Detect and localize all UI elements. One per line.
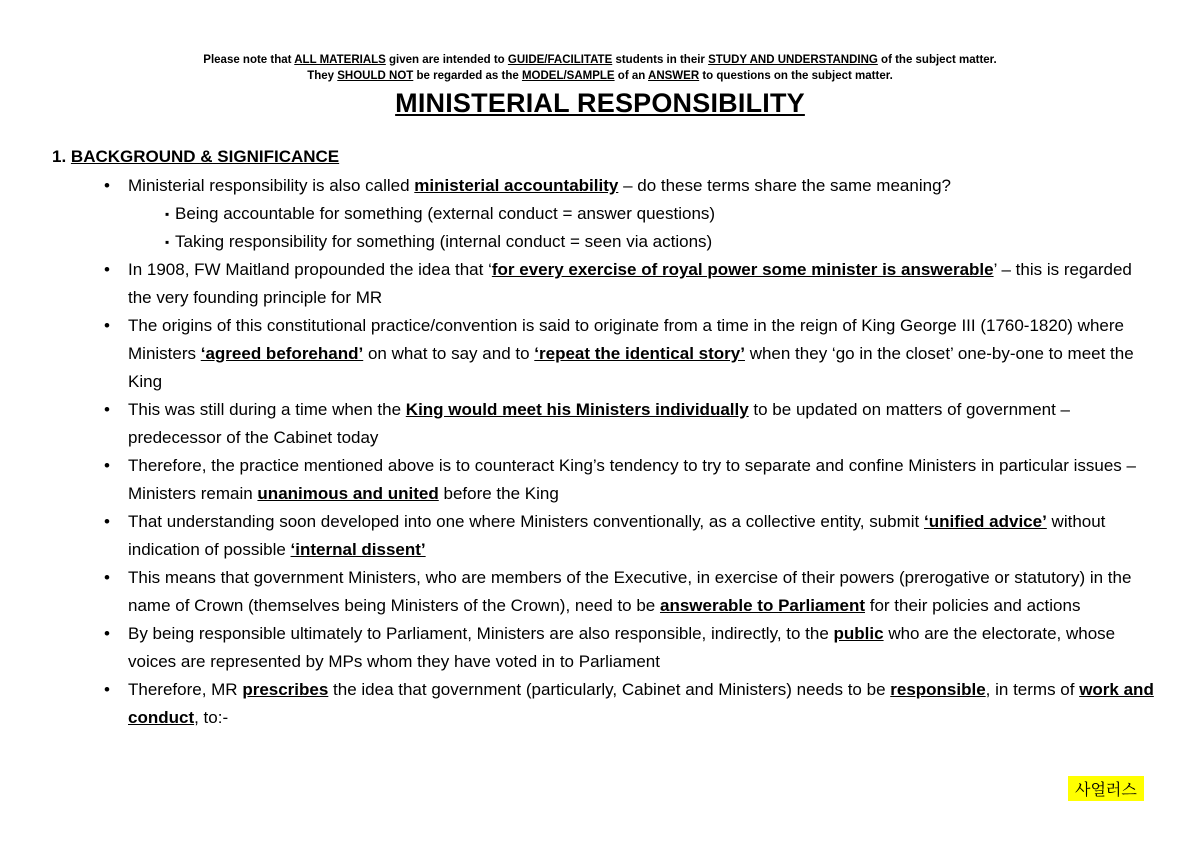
bullet-text: , in terms of: [985, 680, 1080, 699]
bullet-text: – do these terms share the same meaning?: [618, 176, 951, 195]
sub-bullet-item: [0, 228, 1200, 256]
bullet-item: [0, 508, 1158, 564]
notice-text: of an: [614, 70, 649, 82]
key-term: prescribes: [242, 680, 329, 699]
notice-text: students in their: [612, 54, 709, 66]
key-term: ‘repeat the identical story’: [534, 344, 745, 363]
notice-emphasis: ALL MATERIALS: [294, 54, 386, 66]
notice-emphasis: ANSWER: [648, 70, 700, 82]
notice-text: Please note that: [203, 54, 295, 66]
key-term: responsible: [890, 680, 986, 699]
key-term: ‘agreed beforehand’: [200, 344, 364, 363]
bullet-text: before the King: [438, 484, 559, 503]
bullet-text: who are the electorate, whose voices are represented by MPs whom they have voted in to Parliament: [128, 624, 1116, 671]
key-term: for every exercise of royal power some minister is answerable: [491, 260, 994, 279]
bullet-text: That understanding soon developed into one where Ministers conventionally, as a collective entity, submit: [128, 512, 924, 531]
bullet-text: The origins of this constitutional practice/convention is said to originate from a time in the reign of King George III (1760-1820) where Ministers: [128, 316, 1124, 363]
key-term: public: [833, 624, 884, 643]
bullet-item: [0, 256, 1158, 312]
bullet-text: In 1908, FW Maitland propounded the idea that ‘: [128, 260, 492, 279]
bullet-text: to be updated on matters of government – predecessor of the Cabinet today: [128, 400, 1071, 447]
bullet-text: when they ‘go in the closet’ one-by-one to meet the King: [128, 344, 1134, 391]
document-title: MINISTERIAL RESPONSIBILITY: [395, 88, 805, 118]
bullet-text: This means that government Ministers, who are members of the Executive, in exercise of their powers (prerogative or statutory) in the name of Crown (themselves being Ministers of the Crown), need to be: [128, 568, 1132, 615]
bullet-item: [0, 312, 1158, 396]
notice-emphasis: GUIDE/FACILITATE: [507, 54, 613, 66]
bullet-text: By being responsible ultimately to Parliament, Ministers are also responsible, indirectly, to the: [128, 624, 834, 643]
bullet-text: , to:-: [194, 708, 229, 727]
key-term: unanimous and united: [257, 484, 439, 503]
bullet-text: This was still during a time when the: [128, 400, 406, 419]
bullet-item: [0, 396, 1158, 452]
bullet-item: [0, 564, 1158, 620]
notice-text: to questions on the subject matter.: [699, 70, 893, 82]
notice-emphasis: MODEL/SAMPLE: [521, 70, 615, 82]
watermark-badge: 사얼러스: [1068, 776, 1144, 801]
disclaimer-line-1: [0, 52, 1200, 68]
section-heading-text: BACKGROUND & SIGNIFICANCE: [70, 147, 340, 166]
bullet-text: on what to say and to: [363, 344, 535, 363]
bullet-text: Ministerial responsibility is also called: [128, 176, 415, 195]
notice-text: be regarded as the: [413, 70, 522, 82]
bullet-text: ’ – this is regarded the very founding principle for MR: [128, 260, 1132, 307]
bullet-text: the idea that government (particularly, Cabinet and Ministers) needs to be: [328, 680, 891, 699]
key-term: ministerial accountability: [414, 176, 619, 195]
key-term: work and conduct: [128, 680, 1154, 727]
key-term: ‘unified advice’: [924, 512, 1047, 531]
notice-text: They: [307, 70, 338, 82]
bullet-text: Taking responsibility for something (internal conduct = seen via actions): [175, 232, 713, 251]
disclaimer-notice: [0, 52, 1200, 84]
key-term: King would meet his Ministers individually: [405, 400, 749, 419]
section-number: 1.: [52, 147, 67, 166]
sub-bullet-item: [0, 200, 1200, 228]
section-content: [0, 172, 1200, 732]
bullet-item: [0, 620, 1158, 676]
bullet-item: [0, 172, 1158, 200]
bullet-text: Therefore, the practice mentioned above is to counteract King’s tendency to try to separate and confine Ministers in particular issues – Ministers remain: [128, 456, 1136, 503]
notice-text: given are intended to: [385, 54, 508, 66]
notice-text: of the subject matter.: [877, 54, 997, 66]
key-term: ‘internal dissent’: [290, 540, 426, 559]
bullet-text: Therefore, MR: [128, 680, 243, 699]
section-heading: [52, 146, 339, 168]
key-term: answerable to Parliament: [659, 596, 866, 615]
bullet-item: [0, 452, 1158, 508]
bullet-text: for their policies and actions: [865, 596, 1081, 615]
notice-emphasis: STUDY AND UNDERSTANDING: [708, 54, 878, 66]
bullet-text: Being accountable for something (external conduct = answer questions): [175, 204, 716, 223]
disclaimer-line-2: [0, 68, 1200, 84]
bullet-text: without indication of possible: [128, 512, 1106, 559]
bullet-item: [0, 676, 1158, 732]
notice-emphasis: SHOULD NOT: [337, 70, 414, 82]
